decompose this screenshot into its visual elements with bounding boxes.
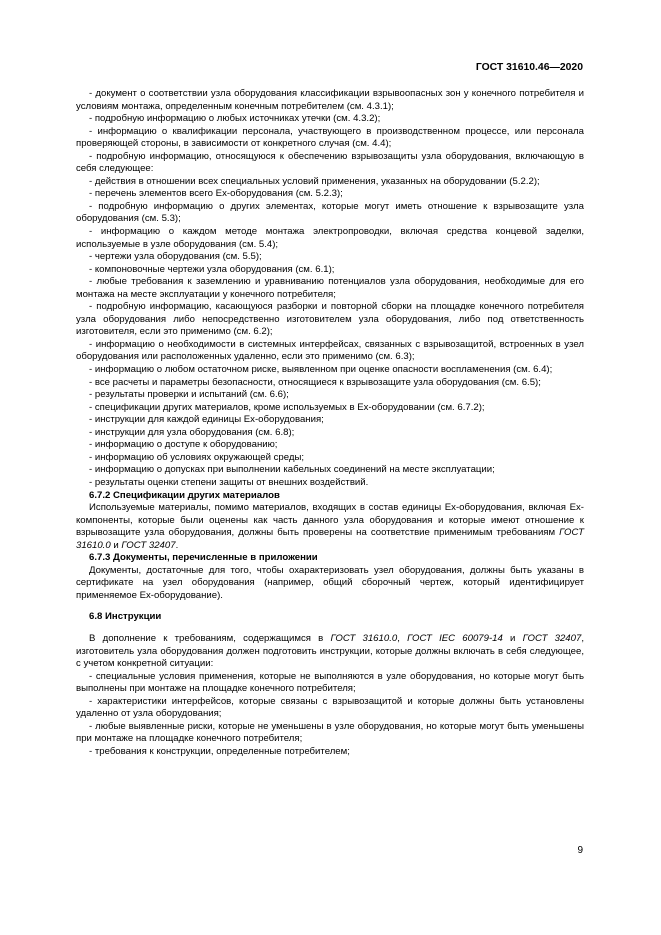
standard-reference: ГОСТ 31610.0 xyxy=(330,632,398,644)
list-item: - результаты оценки степени защиты от внешних воздействий. xyxy=(89,476,369,488)
instructions-list xyxy=(76,671,584,759)
list-item: - чертежи узла оборудования (см. 5.5); xyxy=(89,251,262,263)
paragraph-text: , изготовитель узла оборудования должен подготовить инструкции, которые должны включать в себя следующее, с учетом конкретной ситуации: xyxy=(76,632,584,670)
list-item: - документ о соответствии узла оборудования классификации взрывоопасных зон у конечного потребителя и условиям монтажа, определенным конечным потребителем (см. 4.3.1); xyxy=(76,88,584,112)
list-item: - подробную информацию о других элементах, которые могут иметь отношение к взрывозащите узла оборудования (см. 5.3); xyxy=(76,200,584,225)
list-item: - подробную информацию, относящуюся к обеспечению взрывозащиты узла оборудования, включающую в себя следующее: xyxy=(76,150,584,175)
list-item: - результаты проверки и испытаний (см. 6.6); xyxy=(89,389,289,401)
paragraph-text: Используемые материалы, помимо материалов, входящих в состав единицы Ex-оборудования, включая Ex-компоненты, которые были оценены как часть данного узла оборудования и которые имеют отношение к взрывозащите узла оборудования, должны быть проверены на соответствие применимым требованиям xyxy=(76,502,584,539)
list-item: - подробную информацию, касающуюся разборки и повторной сборки на площадке конечного потребителя узла оборудования либо непосредственно изготовителем узла оборудования, либо под ответственность изготовителя, если это применимо (см. 6.2); xyxy=(76,301,584,338)
list-item: - информацию о каждом методе монтажа электропроводки, включая средства концевой заделки, используемые в узле оборудования (см. 5.4); xyxy=(76,226,584,250)
section-paragraph xyxy=(76,502,584,552)
paragraph-text: В дополнение к требованиям, содержащимся в xyxy=(89,632,331,644)
list-item: - перечень элементов всего Ex-оборудования (см. 5.2.3); xyxy=(89,188,343,200)
standard-reference: ГОСТ IEC 60079-14 xyxy=(407,632,503,644)
list-item: - любые выявленные риски, которые не уменьшены в узле оборудования, но которые могут быть уменьшены при монтаже на площадке конечного потребителя; xyxy=(76,720,584,745)
standard-reference: ГОСТ 31610.0 xyxy=(76,527,584,551)
standard-reference: ГОСТ 32407 xyxy=(121,539,176,551)
list-item: - специальные условия применения, которые не выполняются в узле оборудования, но которые могут быть выполнены при монтаже на площадке конечного потребителя; xyxy=(76,670,584,695)
document-header: ГОСТ 31610.46—2020 xyxy=(475,62,583,73)
section-paragraph: Документы, достаточные для того, чтобы охарактеризовать узел оборудования, должны быть указаны в сертификате на узел оборудования (например, общий сборочный чертеж, который идентифицирует применяемое Ex-оборудование). xyxy=(76,564,584,601)
list-item: - информацию о допусках при выполнении кабельных соединений на месте эксплуатации; xyxy=(89,464,495,476)
conjunction: и xyxy=(110,539,122,551)
section-heading-6-8: 6.8 Инструкции xyxy=(89,611,162,623)
list-item: - информацию о доступе к оборудованию; xyxy=(89,439,278,451)
period: . xyxy=(175,539,179,551)
list-item: - спецификации других материалов, кроме используемых в Ex-оборудовании (см. 6.7.2); xyxy=(89,401,485,413)
list-item: - действия в отношении всех специальных условий применения, указанных на оборудовании (5.2.2); xyxy=(89,175,540,187)
list-item: - подробную информацию о любых источниках утечки (см. 4.3.2); xyxy=(89,113,381,125)
list-item: - информацию о необходимости в системных интерфейсах, связанных с взрывозащитой, встроенных в узел оборудования или расположенных удаленно, если это применимо (см. 6.3); xyxy=(76,338,584,363)
section-heading-6-7-3: 6.7.3 Документы, перечисленные в приложении xyxy=(89,552,318,564)
page-content xyxy=(76,88,584,758)
list-item: - информацию о квалификации персонала, участвующего в производственном процессе, или персонала проверяющей стороны, в зависимости от конкретного случая (см. 4.4); xyxy=(76,125,584,150)
section-heading-6-7-2: 6.7.2 Спецификации других материалов xyxy=(89,489,280,501)
list-item: - требования к конструкции, определенные потребителем; xyxy=(89,745,350,757)
page-number: 9 xyxy=(577,845,583,856)
list-item: - компоновочные чертежи узла оборудования (см. 6.1); xyxy=(89,263,335,275)
list-item: - информацию о любом остаточном риске, выявленном при оценке опасности воспламенения (см. 6.4); xyxy=(89,364,553,376)
list-item: - любые требования к заземлению и уравниванию потенциалов узла оборудования, необходимые для его монтажа на месте эксплуатации у конечного потребителя; xyxy=(76,276,584,300)
standard-reference: ГОСТ 32407 xyxy=(522,632,582,644)
list-item: - характеристики интерфейсов, которые связаны с взрывозащитой и которые должны быть установлены удаленно от узла оборудования; xyxy=(76,695,584,720)
list-item: - все расчеты и параметры безопасности, относящиеся к взрывозащите узла оборудования (см. 6.5); xyxy=(89,376,541,388)
conjunction: и xyxy=(502,632,523,644)
section-paragraph xyxy=(76,633,584,671)
list-item: - инструкции для узла оборудования (см. 6.8); xyxy=(89,426,295,438)
list-item: - инструкции для каждой единицы Ex-оборудования; xyxy=(89,414,324,426)
separator: , xyxy=(397,632,408,644)
requirements-list xyxy=(76,88,584,490)
list-item: - информацию об условиях окружающей среды; xyxy=(89,451,305,463)
